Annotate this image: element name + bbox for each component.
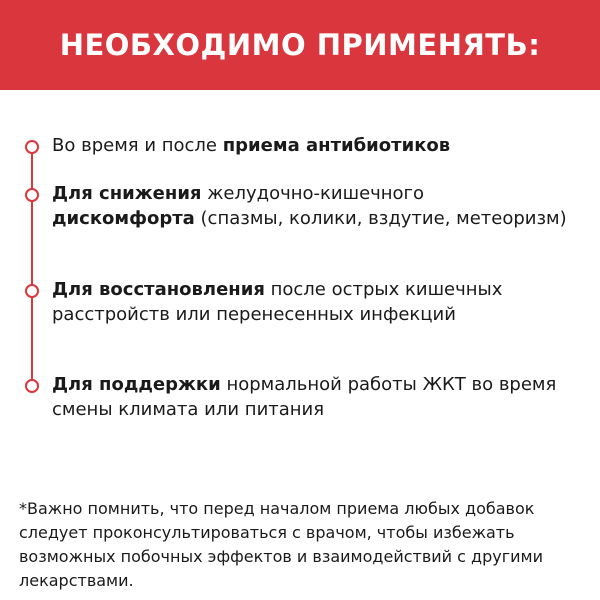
list-item-2 — [52, 181, 582, 231]
bullet-dot-4 — [25, 379, 39, 393]
item-4-rest: нормальной работы ЖКТ во время смены климата или питания — [52, 374, 557, 420]
list-item-3 — [52, 277, 582, 327]
item-2-bold: Для снижения — [52, 183, 202, 204]
bullet-dot-1 — [25, 140, 39, 154]
list-item-1 — [52, 133, 582, 158]
page-title: НЕОБХОДИМО ПРИМЕНЯТЬ: — [59, 28, 541, 62]
bullet-dot-2 — [25, 188, 39, 202]
bullet-dot-3 — [25, 284, 39, 298]
disclaimer-footnote: *Важно помнить, что перед началом приема любых добавок следует проконсультироваться с врачом, чтобы избежать возможных побочных эффектов и взаимодействий с другими лекарствами. — [19, 499, 543, 590]
item-3-bold: Для восстановления — [52, 279, 265, 300]
item-2-rest-2: (спазмы, колики, вздутие, метеоризм) — [194, 208, 567, 229]
item-3-rest: после острых кишечных расстройств или перенесенных инфекций — [52, 279, 503, 325]
item-1-lead: Во время и после — [52, 135, 223, 156]
item-2-bold-2: дискомфорта — [52, 208, 195, 229]
timeline-line — [31, 146, 33, 384]
item-1-bold: приема антибиотиков — [222, 135, 451, 156]
header-banner — [0, 0, 600, 90]
list-item-4 — [52, 372, 582, 422]
item-2-rest: желудочно-кишечного — [201, 183, 425, 204]
item-4-bold: Для поддержки — [52, 374, 221, 395]
